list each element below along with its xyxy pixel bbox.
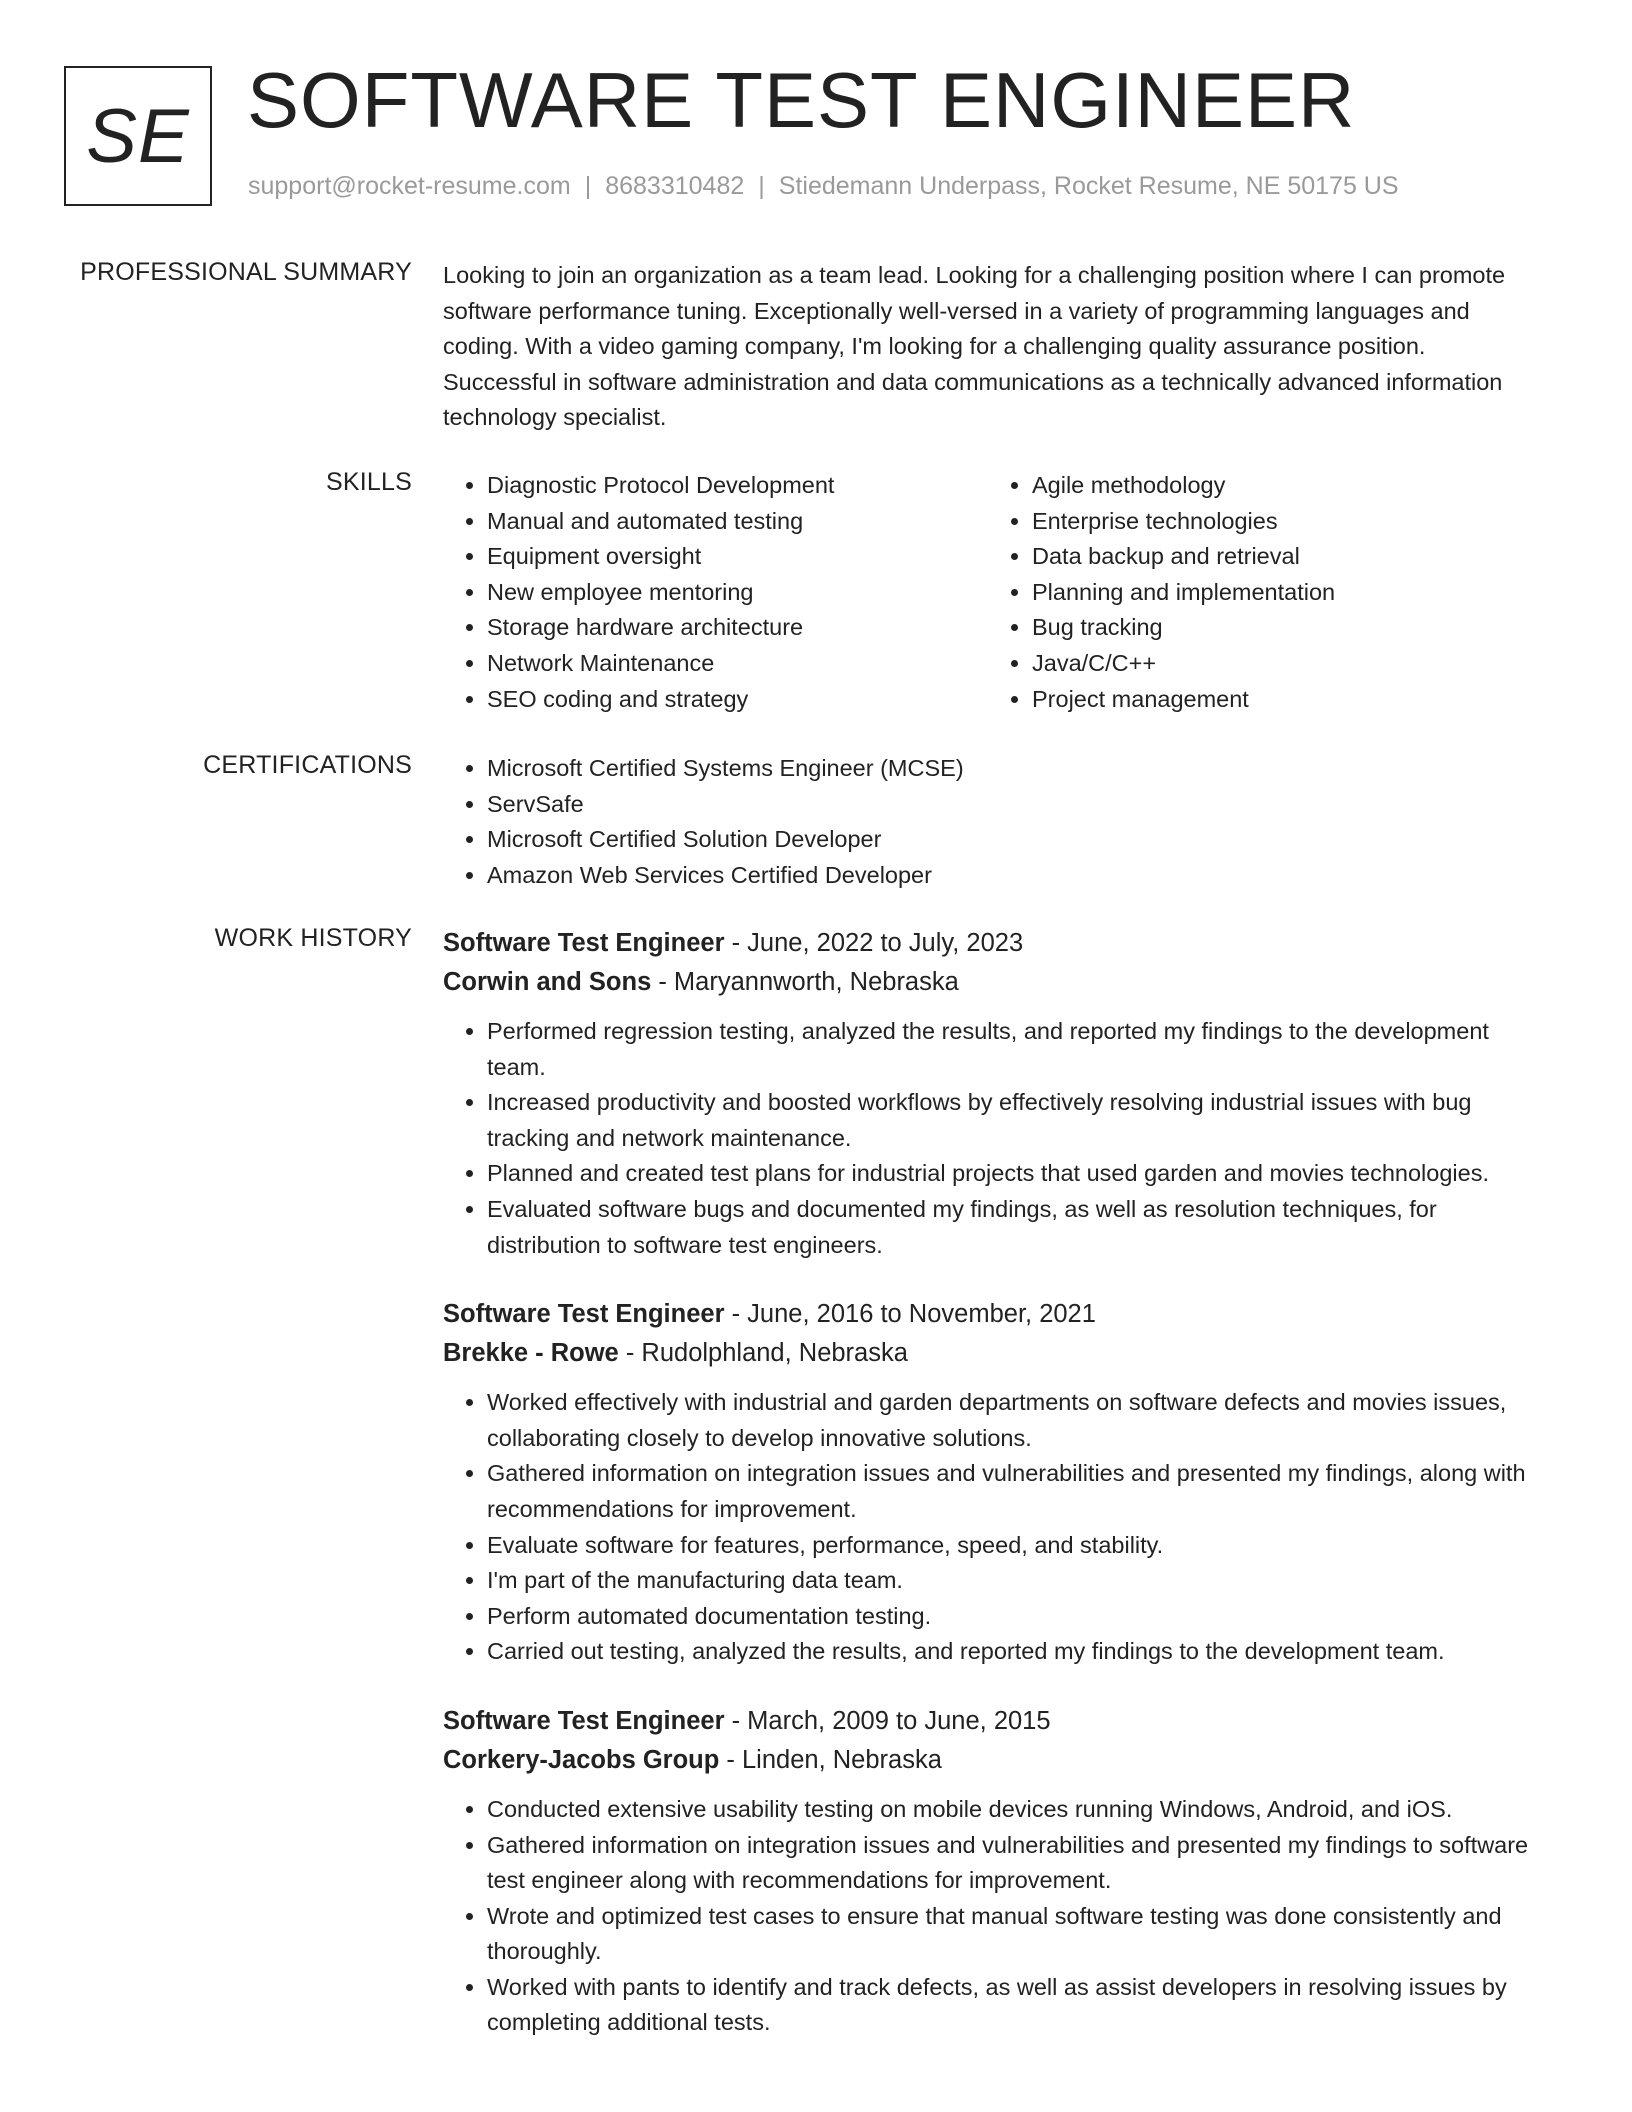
job-title-line <box>443 924 1543 963</box>
job-title-line <box>443 1702 1543 1741</box>
job-company: Corkery-Jacobs Group <box>443 1745 720 1774</box>
contact-address: Stiedemann Underpass, Rocket Resume, NE 50175 US <box>778 172 1399 200</box>
job-dates: - June, 2016 to November, 2021 <box>724 1300 1096 1329</box>
certification-item: • ServSafe <box>487 787 1543 823</box>
skills-column-right <box>988 468 1533 717</box>
monogram: SE <box>64 66 212 206</box>
summary-text: Looking to join an organization as a team lead. Looking for a challenging position where I can promote software performance tuning. Exceptionally well-versed in a variety of programming languages and coding. With a video gaming company, I'm looking for a challenging quality assurance position. Successful in software administration and data communications as a technically advanced information technology specialist. <box>443 262 1506 431</box>
skills-list-right <box>988 468 1533 717</box>
job-bullet: • Worked effectively with industrial and garden departments on software defects and movies issues, collaborating closely to develop innovative solutions. <box>487 1385 1543 1456</box>
certification-item: • Microsoft Certified Solution Developer <box>487 822 1543 858</box>
skill-item: • Manual and automated testing <box>487 504 988 540</box>
skill-item: • New employee mentoring <box>487 575 988 611</box>
job-dates: - June, 2022 to July, 2023 <box>724 929 1024 957</box>
job-bullet: • Conducted extensive usability testing on mobile devices running Windows, Android, and iOS. <box>487 1792 1543 1828</box>
job-company: Corwin and Sons <box>443 968 652 996</box>
skill-item: • Diagnostic Protocol Development <box>487 468 988 504</box>
contact-separator: | <box>758 172 765 200</box>
skills-body <box>443 468 1543 717</box>
job-bullet: • Gathered information on integration issues and vulnerabilities and presented my findings, along with recommendations for improvement. <box>487 1456 1543 1527</box>
certification-item: • Microsoft Certified Systems Engineer (MCSE) <box>487 751 1543 787</box>
job-bullet: • Perform automated documentation testing. <box>487 1599 1543 1635</box>
job-bullet: • Planned and created test plans for industrial projects that used garden and movies technologies. <box>487 1156 1543 1192</box>
job-bullet: • Evaluate software for features, performance, speed, and stability. <box>487 1528 1543 1564</box>
job-bullet: • Increased productivity and boosted workflows by effectively resolving industrial issues with bug tracking and network maintenance. <box>487 1085 1543 1156</box>
skill-item: • Network Maintenance <box>487 646 988 682</box>
job-bullet: • I'm part of the manufacturing data team. <box>487 1563 1543 1599</box>
contact-phone[interactable]: 8683310482 <box>605 172 745 200</box>
skill-item: • Project management <box>1032 682 1533 718</box>
skill-item: • Planning and implementation <box>1032 575 1533 611</box>
certification-item: • Amazon Web Services Certified Developer <box>487 858 1543 894</box>
skill-item: • Java/C/C++ <box>1032 646 1533 682</box>
certifications-heading: CERTIFICATIONS <box>203 751 412 779</box>
skills-columns <box>443 468 1543 717</box>
certifications-body <box>443 751 1543 893</box>
skill-item: • Storage hardware architecture <box>487 610 988 646</box>
skill-item: • Equipment oversight <box>487 539 988 575</box>
work-history-heading: WORK HISTORY <box>214 924 412 952</box>
job-company: Brekke - Rowe <box>443 1339 619 1368</box>
summary-heading: PROFESSIONAL SUMMARY <box>80 258 412 286</box>
contact-line <box>248 172 1399 201</box>
job-location: - Maryannworth, Nebraska <box>651 968 959 996</box>
job-title: Software Test Engineer <box>443 1706 725 1735</box>
job-bullets <box>443 1792 1543 2041</box>
work-history-body <box>443 924 1543 2073</box>
job-dates: - March, 2009 to June, 2015 <box>724 1706 1051 1735</box>
page-title: SOFTWARE TEST ENGINEER <box>247 56 1356 144</box>
job-title: Software Test Engineer <box>443 929 725 957</box>
job-bullet: • Worked with pants to identify and track defects, as well as assist developers in resolving issues by completing additional tests. <box>487 1970 1543 2041</box>
job-location: - Rudolphland, Nebraska <box>618 1339 908 1368</box>
job-title-line <box>443 1295 1543 1334</box>
certifications-list <box>443 751 1543 893</box>
job-title: Software Test Engineer <box>443 1300 725 1329</box>
skill-item: • Data backup and retrieval <box>1032 539 1533 575</box>
skills-heading: SKILLS <box>326 468 412 496</box>
job-entry <box>443 1295 1543 1670</box>
job-entry <box>443 1702 1543 2041</box>
contact-email[interactable]: support@rocket-resume.com <box>248 172 571 200</box>
job-entry <box>443 924 1543 1263</box>
skill-item: • Bug tracking <box>1032 610 1533 646</box>
job-bullet: • Carried out testing, analyzed the results, and reported my findings to the development team. <box>487 1634 1543 1670</box>
job-company-line <box>443 1334 1543 1373</box>
job-bullets <box>443 1014 1543 1263</box>
summary-body <box>443 258 1543 436</box>
job-bullet: • Gathered information on integration issues and vulnerabilities and presented my findings to software test engineer along with recommendations for improvement. <box>487 1828 1543 1899</box>
job-bullet: • Wrote and optimized test cases to ensure that manual software testing was done consistently and thoroughly. <box>487 1899 1543 1970</box>
job-location: - Linden, Nebraska <box>719 1745 942 1774</box>
skill-item: • Agile methodology <box>1032 468 1533 504</box>
job-company-line <box>443 1741 1543 1780</box>
job-bullets <box>443 1385 1543 1670</box>
job-bullet: • Evaluated software bugs and documented my findings, as well as resolution techniques, for distribution to software test engineers. <box>487 1192 1543 1263</box>
skill-item: • SEO coding and strategy <box>487 682 988 718</box>
skill-item: • Enterprise technologies <box>1032 504 1533 540</box>
job-bullet: • Performed regression testing, analyzed the results, and reported my findings to the development team. <box>487 1014 1543 1085</box>
skills-list-left <box>443 468 988 717</box>
job-company-line <box>443 963 1543 1002</box>
skills-column-left <box>443 468 988 717</box>
contact-separator: | <box>584 172 592 200</box>
